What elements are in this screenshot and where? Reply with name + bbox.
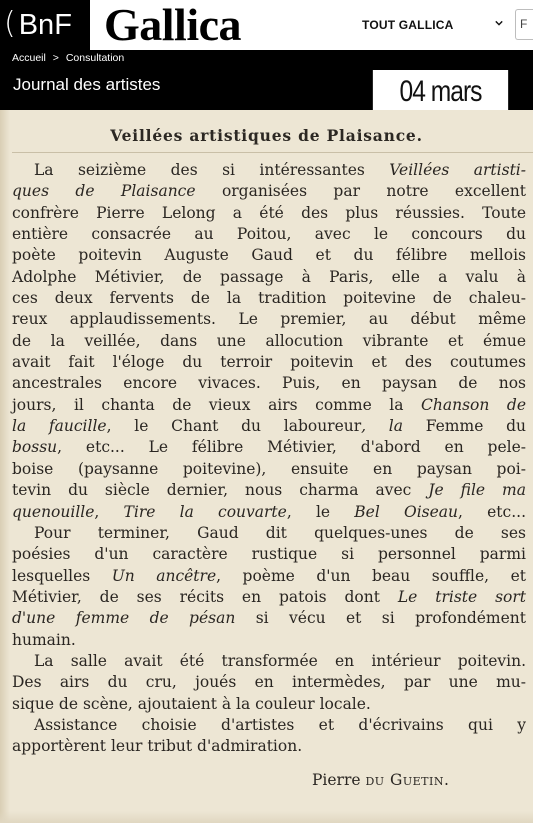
article-line bbox=[12, 459, 526, 480]
search-scope-select[interactable] bbox=[362, 0, 510, 50]
article-text-fragment: , la bbox=[361, 417, 426, 436]
article-text-fragment: d'une femme de pésan bbox=[12, 609, 236, 628]
breadcrumb-home-link[interactable]: Accueil bbox=[12, 52, 46, 64]
article-line bbox=[12, 523, 526, 544]
article-line bbox=[12, 437, 526, 458]
article-text-fragment: Chanson de bbox=[421, 395, 526, 414]
article-text-fragment: Métivier, de ses récits en patois dont bbox=[12, 587, 398, 606]
article-line bbox=[12, 694, 526, 715]
article-text-fragment: Chant du laboureur bbox=[171, 417, 362, 436]
article-line bbox=[12, 245, 526, 266]
article-text-fragment: Adolphe Métivier, de passage à Paris, elle a valu à bbox=[12, 267, 526, 286]
article-text-fragment: ancestrales encore vivaces. Puis, en paysan de nos bbox=[12, 374, 526, 393]
article-text-fragment: Je file ma bbox=[428, 481, 526, 500]
article-line bbox=[12, 608, 526, 629]
breadcrumb bbox=[0, 50, 533, 66]
article-text-fragment: Tire la couvarte bbox=[123, 502, 287, 521]
article-text-fragment: Des airs du cru, joués en intermèdes, par une mu- bbox=[12, 673, 526, 692]
article-text-fragment: avait fait l'éloge du terroir poitevin et des coutumes bbox=[12, 353, 526, 372]
article-text-fragment: organisées par notre excellent bbox=[195, 182, 526, 201]
article-line bbox=[12, 672, 526, 693]
article-body bbox=[12, 160, 526, 758]
article-line bbox=[12, 416, 526, 437]
article-text-fragment: Un ancêtre bbox=[111, 566, 217, 585]
article-text-fragment: , le bbox=[106, 417, 172, 436]
article-title: Veillées artistiques de Plaisance. bbox=[110, 126, 423, 145]
article-line bbox=[12, 651, 526, 672]
article-line bbox=[12, 630, 526, 651]
breadcrumb-separator: > bbox=[52, 52, 59, 64]
article-text-fragment: Bel Oiseau bbox=[354, 502, 459, 521]
article-text-fragment: boise (paysanne poitevine), ensuite en paysan poi- bbox=[12, 459, 526, 478]
article-line bbox=[12, 715, 526, 736]
article-text-fragment: Assistance choisie d'artistes et d'écrivains qui y bbox=[34, 715, 526, 734]
article-text-fragment: Le triste sort bbox=[397, 587, 526, 606]
article-text-fragment: , etc... bbox=[458, 502, 527, 521]
article-text-fragment: poète poitevin Auguste Gaud et du félibre mellois bbox=[12, 246, 526, 265]
article-text-fragment: ques de Plaisance bbox=[12, 182, 196, 201]
signature-first-name: Pierre bbox=[312, 771, 366, 789]
article-line bbox=[12, 203, 526, 224]
article-line bbox=[12, 544, 526, 565]
article-line bbox=[12, 160, 526, 181]
article-text-fragment: bossu bbox=[12, 438, 58, 457]
article-line bbox=[12, 587, 526, 608]
gallica-logo[interactable]: Gallica bbox=[104, 0, 242, 50]
article-text-fragment: poésies d'un caractère rustique si personnel parmi bbox=[12, 545, 526, 564]
article-line bbox=[12, 352, 526, 373]
article-text-fragment: jours, il chanta de vieux airs comme la bbox=[12, 395, 422, 414]
bnf-logo[interactable] bbox=[0, 0, 90, 50]
article-text-fragment: , bbox=[94, 502, 124, 521]
article-text-fragment: Veillées artisti- bbox=[389, 161, 526, 179]
article-line bbox=[12, 267, 526, 288]
signature-last-name: du Guetin. bbox=[365, 771, 450, 789]
article-text-fragment: humain. bbox=[12, 630, 76, 649]
article-line bbox=[12, 224, 526, 245]
issue-date: 04 mars bbox=[373, 70, 508, 113]
article-line bbox=[12, 502, 526, 523]
chevron-down-icon bbox=[495, 19, 503, 27]
article-text-fragment: de la veillée, dans une allocution vibrante et émue bbox=[12, 331, 526, 350]
article-text-fragment: La salle avait été transformée en intérieur poitevin. bbox=[34, 651, 526, 670]
article-text-fragment: Femme du bbox=[425, 417, 526, 436]
scanned-page-viewer[interactable] bbox=[0, 110, 533, 823]
bnf-logo-text: BnF bbox=[18, 8, 72, 41]
article-text-fragment: tevin du siècle dernier, nous charma avec bbox=[12, 481, 429, 500]
page-edge-shadow bbox=[0, 110, 10, 823]
article-text-fragment: , etc... Le félibre Métivier, d'abord en pele- bbox=[57, 438, 526, 457]
top-header bbox=[0, 0, 533, 50]
article-text-fragment: Pour terminer, Gaud dit quelques-unes de ses bbox=[34, 523, 526, 542]
article-line bbox=[12, 309, 526, 330]
article-text-fragment: la faucille bbox=[12, 417, 107, 436]
article-text-fragment: entière consacrée au Poitou, avec le concours du bbox=[12, 225, 526, 244]
article-text-fragment: sique de scène, ajoutaient à la couleur locale. bbox=[12, 694, 371, 713]
article-text-fragment: reux applaudissements. Le premier, au début même bbox=[12, 310, 526, 329]
article-text-fragment: La seizième des si intéressantes bbox=[34, 161, 390, 179]
article-text-fragment: ces deux fervents de la tradition poitevine de chaleu- bbox=[12, 289, 526, 308]
breadcrumb-current[interactable]: Consultation bbox=[65, 52, 125, 64]
article-line bbox=[12, 736, 526, 757]
article-line bbox=[12, 373, 526, 394]
article-line bbox=[12, 566, 526, 587]
article-text-fragment: confrère Pierre Lelong a été des plus réussies. Toute bbox=[12, 203, 526, 222]
article-text-fragment: apportèrent leur tribut d'admiration. bbox=[12, 737, 303, 756]
article-text-fragment: lesquelles bbox=[12, 566, 112, 585]
article-line bbox=[12, 480, 526, 501]
article-line bbox=[12, 288, 526, 309]
bnf-bracket-icon: ( bbox=[4, 5, 16, 41]
article-text-fragment: quenouille bbox=[12, 502, 95, 521]
article-line bbox=[12, 181, 526, 202]
search-input[interactable]: F bbox=[515, 9, 533, 40]
article-line bbox=[12, 395, 526, 416]
article-signature bbox=[312, 771, 449, 789]
article-text-fragment: , poème d'un beau souffle, et bbox=[216, 566, 526, 585]
search-scope-label: TOUT GALLICA bbox=[362, 18, 454, 32]
article-divider bbox=[12, 152, 533, 153]
journal-title[interactable]: Journal des artistes bbox=[13, 75, 161, 94]
article-text-fragment: , le bbox=[286, 502, 355, 521]
article-line bbox=[12, 331, 526, 352]
page-bottom-shadow bbox=[0, 811, 533, 823]
article-text-fragment: si vécu et si profondément bbox=[235, 609, 526, 628]
